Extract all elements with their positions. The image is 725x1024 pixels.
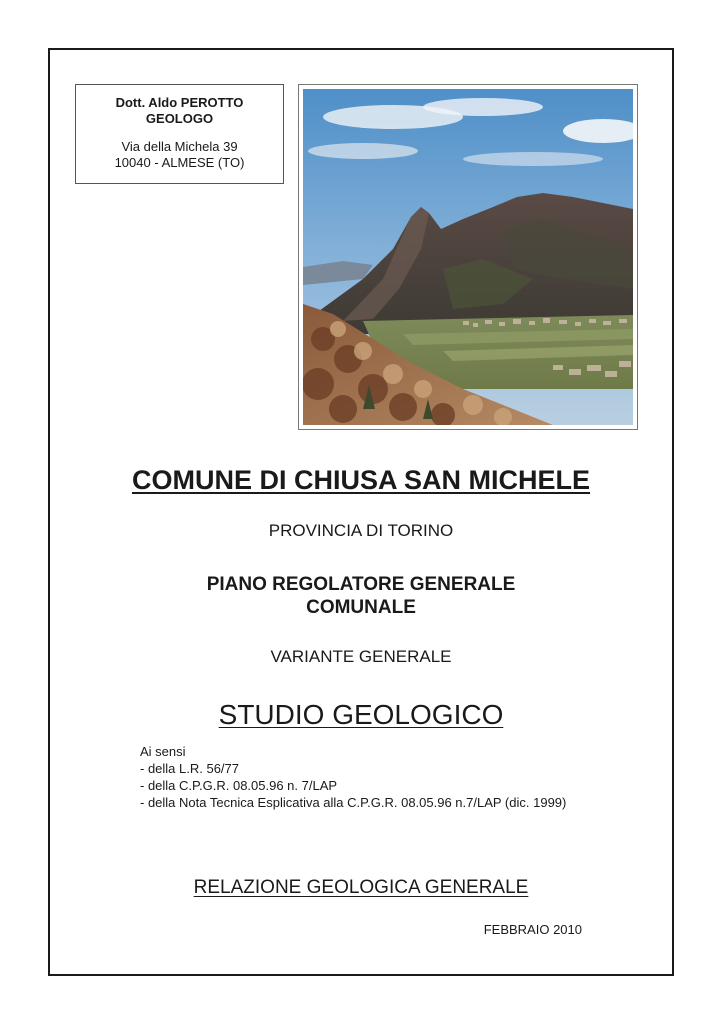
reference-item: - della L.R. 56/77 (140, 761, 240, 776)
study-title (48, 697, 674, 733)
landscape-photo (303, 89, 633, 425)
author-address-street: Via della Michela 39 (121, 139, 238, 154)
province: PROVINCIA DI TORINO (268, 521, 454, 540)
report-title-text: RELAZIONE GEOLOGICA GENERALE (193, 877, 529, 898)
report-title (48, 876, 674, 900)
author-name: Dott. Aldo PEROTTO (115, 95, 244, 110)
cover-photo (298, 84, 638, 430)
author-box (75, 84, 284, 184)
variant: VARIANTE GENERALE (270, 647, 452, 666)
author-role: GEOLOGO (145, 111, 214, 126)
reference-item: - della Nota Tecnica Esplicativa alla C.P.G.R. 08.05.96 n.7/LAP (dic. 1999) (140, 795, 567, 810)
plan-title-line2: COMUNALE (306, 597, 416, 618)
municipality-title (48, 463, 674, 497)
plan-title (48, 573, 674, 619)
references-intro: Ai sensi (140, 744, 186, 759)
reference-item: - della C.P.G.R. 08.05.96 n. 7/LAP (140, 778, 338, 793)
legal-references (140, 743, 566, 811)
municipality-title-text: COMUNE DI CHIUSA SAN MICHELE (131, 465, 590, 495)
study-title-text: STUDIO GEOLOGICO (218, 699, 504, 730)
plan-title-line1: PIANO REGOLATORE GENERALE (206, 574, 516, 595)
document-date: FEBBRAIO 2010 (483, 922, 582, 937)
author-address-city: 10040 - ALMESE (TO) (114, 155, 245, 170)
